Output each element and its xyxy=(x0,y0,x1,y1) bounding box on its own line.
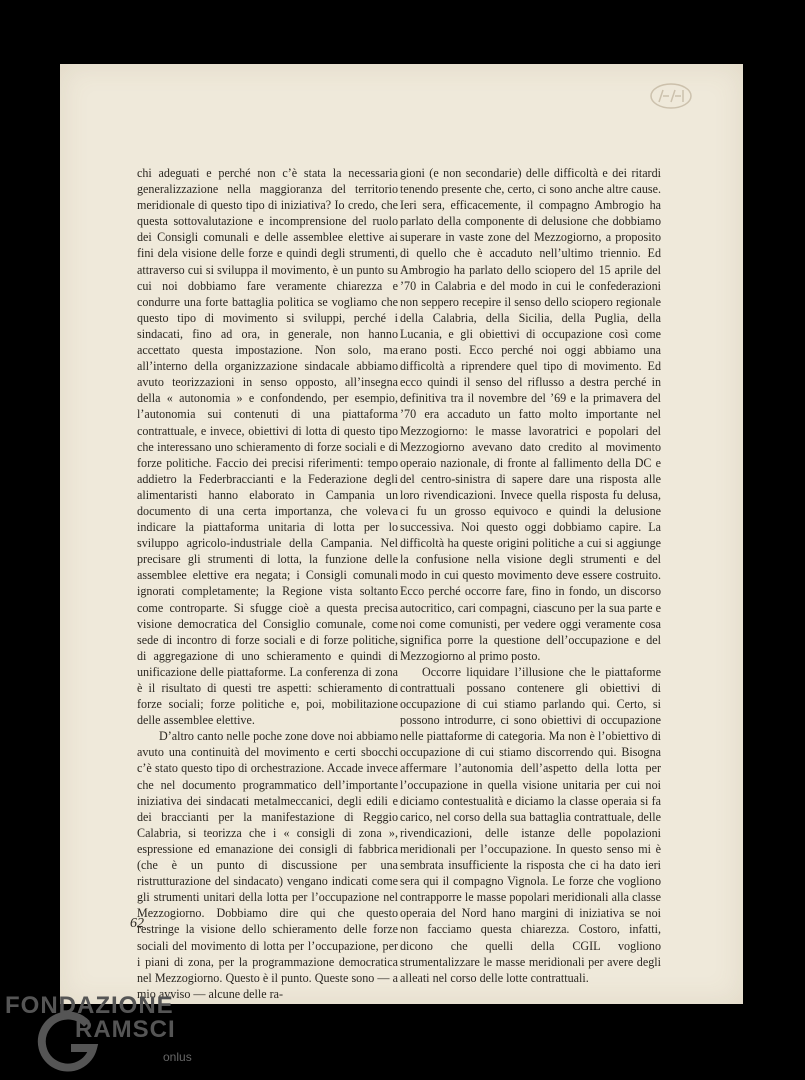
paragraph: D’altro canto nelle poche zone dove noi abbiamo avuto una continuità del movimento e certi sbocchi c’è stato questo tipo di orchestrazione. Accade invece che nel documento programmatico dell’importante iniziativa dei sindacati metalmeccanici, degli edili e dei braccianti per la manifestazione di Reggio Calabria, si teorizza che i « consigli di zona », espressione ed emanazione dei consigli di fabbrica (che è un punto di discussione per una ristrutturazione del sindacato) vengano indicati come gli strumenti unitari della lotta per l’occupazione nel Mezzogiorno. Dobbiamo dire qui che questo restringe la visione dello schieramento delle forze sociali del movimento di lotta per l’occupazione, per i piani di zona, per la programmazione democratica nel Mezzogiorno. Questo è il punto. Queste sono — a mio avviso — alcune delle ra- xyxy=(137,729,398,1001)
watermark-logo xyxy=(5,992,235,1072)
page-number: 62 xyxy=(130,916,144,931)
paragraph: chi adeguati e perché non c’è stata la necessaria generalizzazione nella maggioranza del territorio meridionale di questo tipo di iniziativa? Io credo, che questa sottovalutazione e incomprensione del ruolo dei Consigli comunali e delle assemblee elettive ai fini dela visione delle forze e quindi degli strumenti, attraverso cui si sviluppa il movimento, è un punto su cui noi dobbiamo fare veramente chiarezza e condurre una forte battaglia politica se vogliamo che questo tipo di movimento si sviluppi, perché i sindacati, fino ad ora, in generale, non hanno accettato questa impostazione. Non solo, ma all’interno della organizzazione sindacale abbiamo avuto teorizzazioni in senso opposto, all’insegna della « autonomia » e confondendo, per esempio, l’autonomia sui contenuti di una piattaforma contrattuale, e invece, obiettivi di lotta di questo tipo che interessano uno schieramento di forze sociali e di forze politiche. Faccio dei precisi riferimenti: tempo addietro la Federbraccianti e la Federazione degli alimentaristi hanno elaborato in Campania un documento di una certa importanza, che voleva indicare la piattaforma unitaria di lotta per lo sviluppo agricolo-industriale della Campania. Nel precisare gli strumenti di lotta, la funzione delle assemblee elettive era negata; i Consigli comunali ignorati completamente; la Regione vista soltanto come controparte. Si sfugge cioè a questa precisa visione democratica del Consiglio comunale, come sede di incontro di forze sociali e di forze politiche, di aggregazione di uno schieramento e quindi di unificazione delle piattaforme. La conferenza di zona è il risultato di questi tre aspetti: schieramento di forze sociali; forze politiche e, poi, mobilitazione delle assemblee elettive. xyxy=(137,166,398,728)
paragraph: gioni (e non secondarie) delle difficoltà e dei ritardi tenendo presente che, certo, ci sono anche altre cause. Ieri sera, efficacemente, il compagno Ambrogio ha parlato della componente di delusione che dobbiamo superare in vaste zone del Mezzogiorno, a proposito di quello che è accaduto nell’ultimo triennio. Ed Ambrogio ha parlato dello sciopero del 15 aprile del ’70 in Calabria e del modo in cui le confederazioni non seppero recepire il senso dello sciopero regionale della Calabria, della Sicilia, della Puglia, della Lucania, e gli obiettivi di occupazione così come erano posti. Ecco perché noi oggi abbiamo una difficoltà a riprendere quel tipo di movimento. Ed ecco quindi il senso del riflusso a destra perché in definitiva tra il novembre del ’69 e la primavera del ’70 era accaduto un fatto molto importante nel Mezzogiorno: le masse lavoratrici e popolari del Mezzogiorno avevano dato credito al movimento operaio nazionale, di fronte al fallimento della DC e del centro-sinistra di sapere dare una risposta alle loro rivendicazioni. Invece quella risposta fu delusa, ci fu un grosso equivoco e quindi la delusione successiva. Noi questo oggi dobbiamo capire. La difficoltà ha queste origini politiche a cui si aggiunge la confusione nella visione degli strumenti e del modo in cui questo movimento deve essere costruito. Ecco perché occorre fare, fino in fondo, un discorso autocritico, cari compagni, ciascuno per la sua parte e noi come comunisti, per vedere oggi veramente cosa significa porre la questione dell’occupazione e del Mezzogiorno al primo posto. xyxy=(400,166,661,663)
watermark-line1: FONDAZIONE xyxy=(5,992,174,1019)
left-column xyxy=(137,165,398,1002)
paragraph: Occorre liquidare l’illusione che le piattaforme contrattuali possano contenere gli obiettivi di occupazione di cui stiamo parlando qui. Certo, si possono introdurre, ci sono obiettivi di occupazione nelle piattaforme di categoria. Ma non è l’obiettivo di occupazione di cui stiamo discorrendo qui. Bisogna affermare l’autonomia dell’aspetto della lotta per l’occupazione in quella visione unitaria per cui noi diciamo contestualità e diciamo la classe operaia si fa carico, nel corso della sua battaglia contrattuale, delle rivendicazioni, delle istanze delle popolazioni meridionali per l’occupazione. In questo senso mi è sembrata insufficiente la risposta che ci ha dato ieri sera qui il compagno Vignola. Le forze che vogliono contrapporre le masse popolari meridionali alla classe operaia del Nord hano margini di iniziativa se noi non facciamo questa chiarezza. Costoro, infatti, dicono che quelli della CGIL vogliono strumentalizzare le masse meridionali per avere degli alleati nel corso delle lotte contrattuali. xyxy=(400,664,661,985)
archive-stamp xyxy=(649,82,693,110)
watermark-line2: RAMSCI xyxy=(75,1016,176,1043)
right-column xyxy=(400,165,661,986)
document-page xyxy=(60,64,743,1004)
watermark-suffix: onlus xyxy=(163,1050,192,1064)
